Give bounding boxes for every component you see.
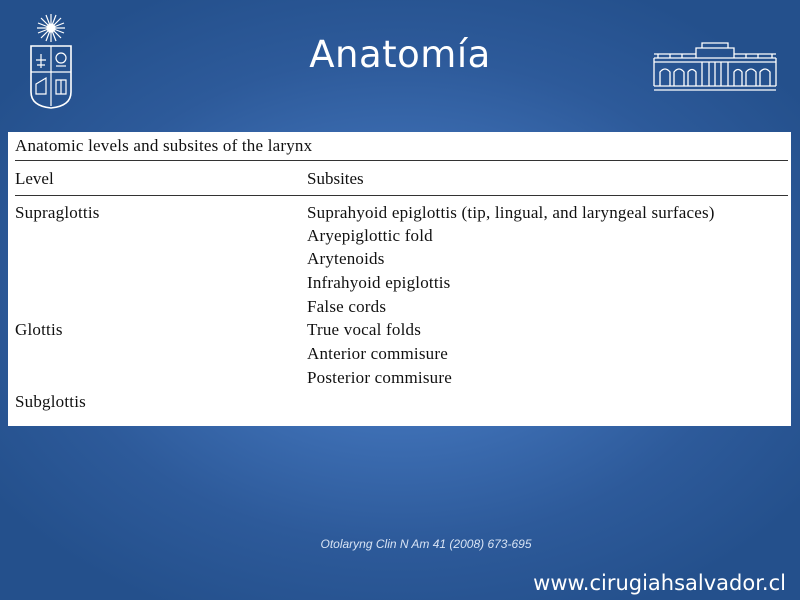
larynx-table [8,132,791,426]
footer-url: www.cirugiahsalvador.cl [533,571,786,595]
table-caption: Anatomic levels and subsites of the larynx [15,136,313,155]
column-header-subsites: Subsites [307,169,364,188]
subsite-cell: True vocal folds [307,320,422,339]
column-header-level: Level [15,169,54,188]
subsite-cell: Suprahyoid epiglottis (tip, lingual, and laryngeal surfaces) [307,203,715,222]
subsite-cell: Arytenoids [307,249,385,268]
level-cell: Glottis [15,320,63,339]
subsite-cell: Aryepiglottic fold [307,226,433,245]
subsite-cell: False cords [307,297,387,316]
table-header-rule [15,195,788,196]
citation: Otolaryng Clin N Am 41 (2008) 673-695 [320,537,532,551]
subsite-cell: Anterior commisure [307,344,448,363]
subsite-cell: Infrahyoid epiglottis [307,273,451,292]
slide-title: Anatomía [309,33,491,76]
level-cell: Supraglottis [15,203,100,222]
level-cell: Subglottis [15,392,86,411]
subsite-cell: Posterior commisure [307,368,452,387]
table-top-rule [15,160,788,161]
